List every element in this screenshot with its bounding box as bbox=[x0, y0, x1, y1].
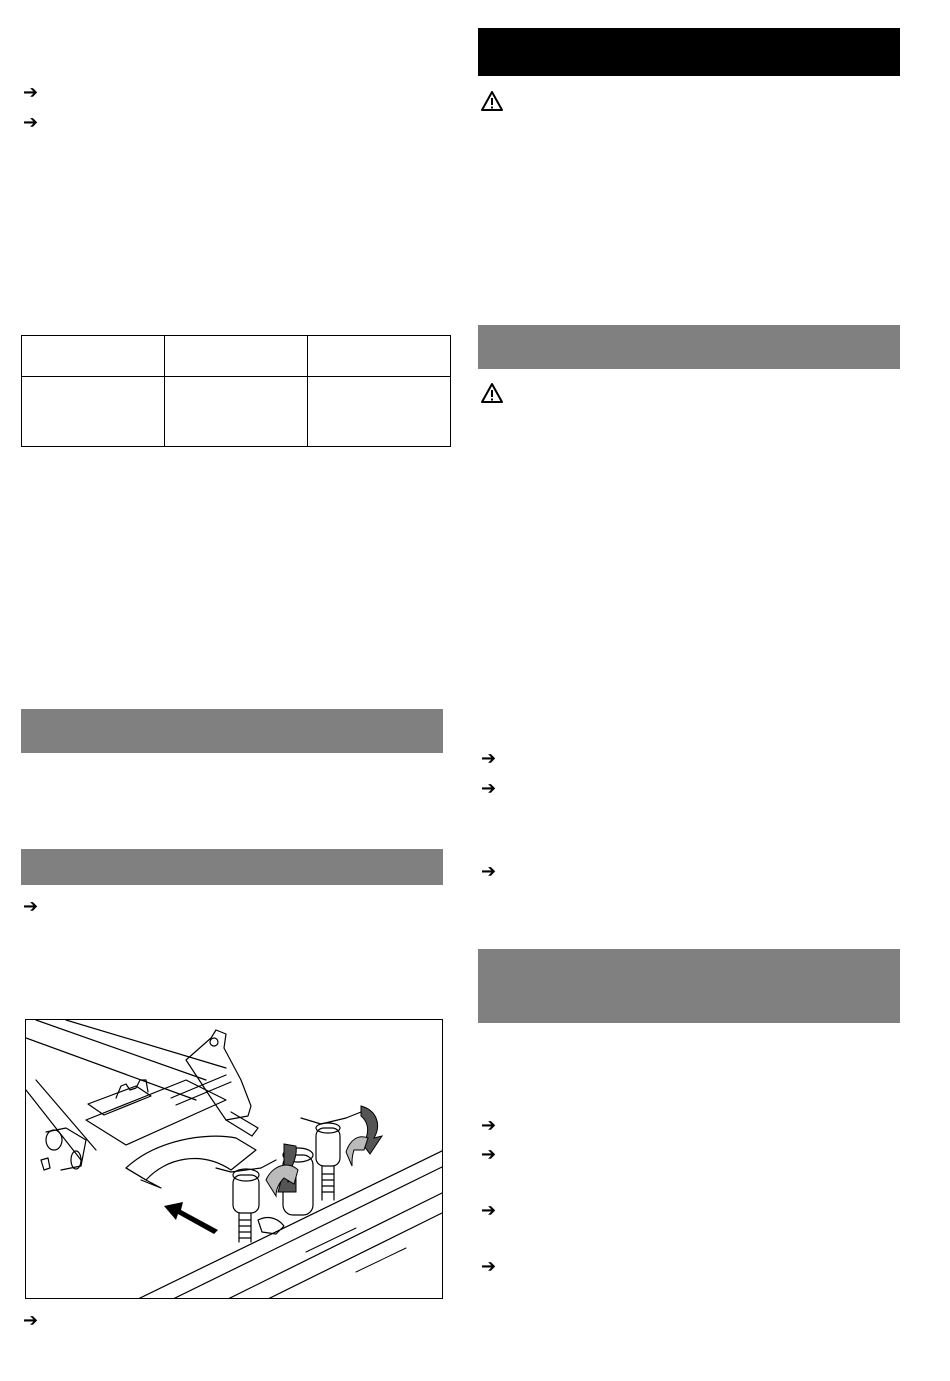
section-heading-bar bbox=[478, 325, 900, 369]
table-cell bbox=[22, 336, 165, 377]
section-heading-bar bbox=[478, 949, 900, 1023]
warning-triangle-icon bbox=[480, 90, 504, 112]
table-cell bbox=[308, 377, 451, 447]
bullet-arrow-icon: ➔ bbox=[23, 82, 39, 103]
mounting-illustration bbox=[25, 1019, 443, 1299]
bullet-arrow-icon: ➔ bbox=[23, 112, 39, 133]
warning-triangle-icon bbox=[480, 382, 504, 404]
mounting-illustration-drawing bbox=[26, 1020, 443, 1299]
bullet-arrow-icon: ➔ bbox=[481, 1144, 497, 1165]
bullet-arrow-icon: ➔ bbox=[481, 1115, 497, 1136]
bullet-arrow-icon: ➔ bbox=[481, 748, 497, 769]
table-cell bbox=[165, 336, 308, 377]
bullet-arrow-icon: ➔ bbox=[481, 861, 497, 882]
table-cell bbox=[165, 377, 308, 447]
table-cell bbox=[22, 377, 165, 447]
bullet-arrow-icon: ➔ bbox=[23, 1310, 39, 1331]
bullet-arrow-icon: ➔ bbox=[481, 778, 497, 799]
chapter-title-bar bbox=[478, 28, 900, 76]
table-cell bbox=[308, 336, 451, 377]
bullet-arrow-icon: ➔ bbox=[481, 1200, 497, 1221]
bullet-arrow-icon: ➔ bbox=[481, 1256, 497, 1277]
bullet-arrow-icon: ➔ bbox=[23, 896, 39, 917]
spec-table bbox=[21, 335, 451, 447]
section-heading-bar bbox=[21, 709, 443, 753]
section-heading-bar bbox=[21, 849, 443, 885]
